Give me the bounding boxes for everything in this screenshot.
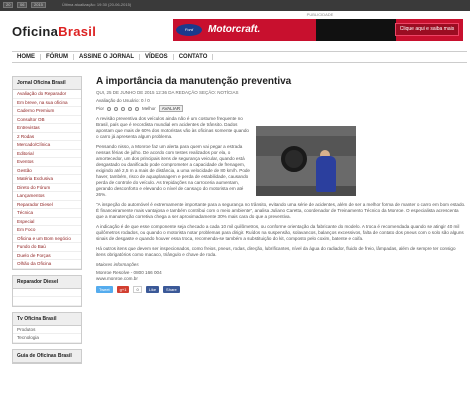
photo-mechanic xyxy=(316,156,336,192)
nav-contato[interactable]: CONTATO xyxy=(174,54,214,60)
photo-wheel xyxy=(281,146,307,172)
sidebar-item-13[interactable]: Reparador Diesel xyxy=(13,201,81,210)
like-button[interactable]: Like xyxy=(146,286,159,293)
sidebar-item-7[interactable]: Editorial xyxy=(13,150,81,159)
sidebar-item-4[interactable]: Entrevistas xyxy=(13,124,81,133)
rating-radio[interactable] xyxy=(114,107,118,111)
logo-part1: Oficina xyxy=(12,24,59,39)
rating-worst-label: Pior xyxy=(96,106,105,111)
sidebar-item-12[interactable]: Lançamentos xyxy=(13,192,81,201)
sidebar-item-17[interactable]: Oficina e um Bom negócio xyxy=(13,235,81,244)
rating-row xyxy=(96,98,466,103)
rating-radio[interactable] xyxy=(135,107,139,111)
tv-block xyxy=(12,312,82,344)
rate-button[interactable]: AVALIAR xyxy=(159,105,183,112)
guia-title[interactable]: Guia de Oficinas Brasil xyxy=(13,350,81,363)
sidebar-item-18[interactable]: Fundo do Baú xyxy=(13,243,81,252)
banner-cta-button[interactable]: Clique aqui e saiba mais xyxy=(395,23,459,36)
sidebar-item-1[interactable]: Em breve, na sua oficina xyxy=(13,99,81,108)
gplus-count: 0 xyxy=(133,286,141,293)
paragraph-1: A revisão preventiva dos veículos ainda não é um costume frequente no Brasil, país que é recordista mundial em acidentes de trânsito. Dados apontam que mais de 60% dos motoristas vão às oficinas somente quando o carro já apresenta algum problema. xyxy=(96,116,249,139)
article-title: A importância da manutenção preventiva xyxy=(96,76,292,87)
sidebar-item-9[interactable]: Gestão xyxy=(13,167,81,176)
sidebar-item-16[interactable]: Em Foco xyxy=(13,226,81,235)
tweet-button[interactable]: Tweet xyxy=(96,286,113,293)
rating-best-label: Melhor xyxy=(142,106,156,111)
sidebar xyxy=(12,76,82,369)
jornal-block xyxy=(12,76,82,270)
diesel-spacer xyxy=(13,297,81,306)
contact-name: Monroe Resolve - 0800 166 004 xyxy=(96,270,162,275)
logo-part2: Brasil xyxy=(58,24,97,39)
sidebar-item-5[interactable]: 2 Rodas xyxy=(13,133,81,142)
sidebar-item-10[interactable]: Matéria Exclusiva xyxy=(13,175,81,184)
nav-home[interactable]: HOME xyxy=(12,54,41,60)
guia-block xyxy=(12,349,82,364)
rating-radio[interactable] xyxy=(107,107,111,111)
sidebar-item-8[interactable]: Eventos xyxy=(13,158,81,167)
edition-month: 06 xyxy=(17,2,27,8)
paragraph-5: Há outros itens que devem ser inspecionados, como freios, pneus, rodas, direção, lubrificantes, nível da água do radiador, fluido de freio, lâmpadas, além de sempre ter consigo itens obrigatórios como macaco, triângulo e chave de roda. xyxy=(96,246,456,257)
edition-year: 2015 xyxy=(31,2,46,8)
article-photo xyxy=(256,126,356,196)
sidebar-item-3[interactable]: Consultor OB xyxy=(13,116,81,125)
nav-assine[interactable]: ASSINE O JORNAL xyxy=(74,54,140,60)
gplus-button[interactable]: g+1 xyxy=(117,286,130,293)
sidebar-item-0[interactable]: Avaliação do Reparador xyxy=(13,90,81,99)
rating-radio[interactable] xyxy=(128,107,132,111)
banner-divider xyxy=(316,19,396,41)
tv-item-produtos[interactable]: Produtos xyxy=(13,326,81,335)
sidebar-item-2[interactable]: Caderno Premium xyxy=(13,107,81,116)
article-meta: QUI, 25 DE JUNHO DE 2015 12:36 DA REDAÇÃO SEÇÃO: NOTÍCIAS xyxy=(96,90,239,95)
sidebar-item-15[interactable]: Especial xyxy=(13,218,81,227)
rating-radio[interactable] xyxy=(121,107,125,111)
jornal-list xyxy=(13,90,81,269)
diesel-block xyxy=(12,275,82,307)
ford-logo: Ford xyxy=(176,24,202,36)
tv-title: Tv Oficina Brasil xyxy=(13,313,81,326)
sidebar-item-19[interactable]: Duelo de Forças xyxy=(13,252,81,261)
last-update-text: Última atualização: 19:30 (20-06-2015) xyxy=(62,2,132,7)
ad-label: PUBLICIDADE xyxy=(306,12,334,17)
diesel-title[interactable]: Reparador Diesel xyxy=(13,276,81,289)
ad-banner[interactable] xyxy=(173,19,463,41)
site-logo[interactable] xyxy=(12,24,96,39)
nav-videos[interactable]: VÍDEOS xyxy=(140,54,174,60)
contact-url[interactable]: www.monroe.com.br xyxy=(96,276,138,281)
rating-votes: 0 / 0 xyxy=(140,98,150,103)
top-strip xyxy=(0,0,470,11)
diesel-spacer xyxy=(13,289,81,298)
motorcraft-brand: Motorcraft. xyxy=(208,24,261,35)
sidebar-item-6[interactable]: Mercado/Clínica xyxy=(13,141,81,150)
jornal-title: Jornal Oficina Brasil xyxy=(13,77,81,90)
article xyxy=(96,76,466,293)
edition-day: 20 xyxy=(3,2,13,8)
sidebar-item-14[interactable]: Técnica xyxy=(13,209,81,218)
paragraph-3: "A inspeção do automóvel é extremamente importante para a segurança no trânsito, evitando uma série de acidentes, além de ser a melhor forma de manter o carro em bom estado. É financeiramente mais vantajosa e também contribui com o meio ambiente", analisa Juliano Caretta, coordenador de Treinamento Técnico da Monroe. O especialista acrescenta que a manutenção corretiva chega a ser aproximadamente 30% mais cara do que a preventiva. xyxy=(96,202,466,219)
rating-controls xyxy=(96,105,466,112)
paragraph-4: A indicação é de que esse componente seja checado a cada 10 mil quilômetros, ou conforme orientação da fabricante do modelo. A troca é recomendada quando se atingir 40 mil quilômetros rodados, ou quando o motorista notar problemas para dirigir. Ruídos na suspensão, solavancos, balanços excessivos, falta de contato dos pneus com o solo são alguns sinais de desgaste e quando houver essa troca, recomenda-se também a substituição do kit, composto pelo coxim, batente e coifa. xyxy=(96,224,464,241)
social-bar xyxy=(96,286,466,293)
rating-label: Avaliação do Usuário: xyxy=(96,98,140,103)
share-button[interactable]: Share xyxy=(163,286,180,293)
nav-forum[interactable]: FÓRUM xyxy=(41,54,74,60)
photo-floor xyxy=(256,186,356,196)
main-nav xyxy=(12,51,467,63)
tv-item-tecnologia[interactable]: Tecnologia xyxy=(13,334,81,343)
more-info-label: Maiores informações xyxy=(96,262,139,267)
sidebar-item-20[interactable]: Olhão da Oficina xyxy=(13,260,81,269)
paragraph-2: Pensando nisso, a Monroe faz um alerta para quem vai pegar a estrada nessas férias de julho. De acordo com testes realizados por ela, o amortecedor, um dos principais itens de segurança veicular, quando está desgastado ou danificado pode comprometer a capacidade de frenagem, exigindo até 2,5 m a mais de distância, a uma velocidade de 80 km/h. Pode haver, também, risco de aquaplanagem e perda de estabilidade, causando perda de controle do veículo. As trepidações na carroceria aumentam, gerando desconforto e elevando o nível de cansaço do motorista em até 26%. xyxy=(96,144,250,197)
sidebar-item-11[interactable]: Direto do Fórum xyxy=(13,184,81,193)
